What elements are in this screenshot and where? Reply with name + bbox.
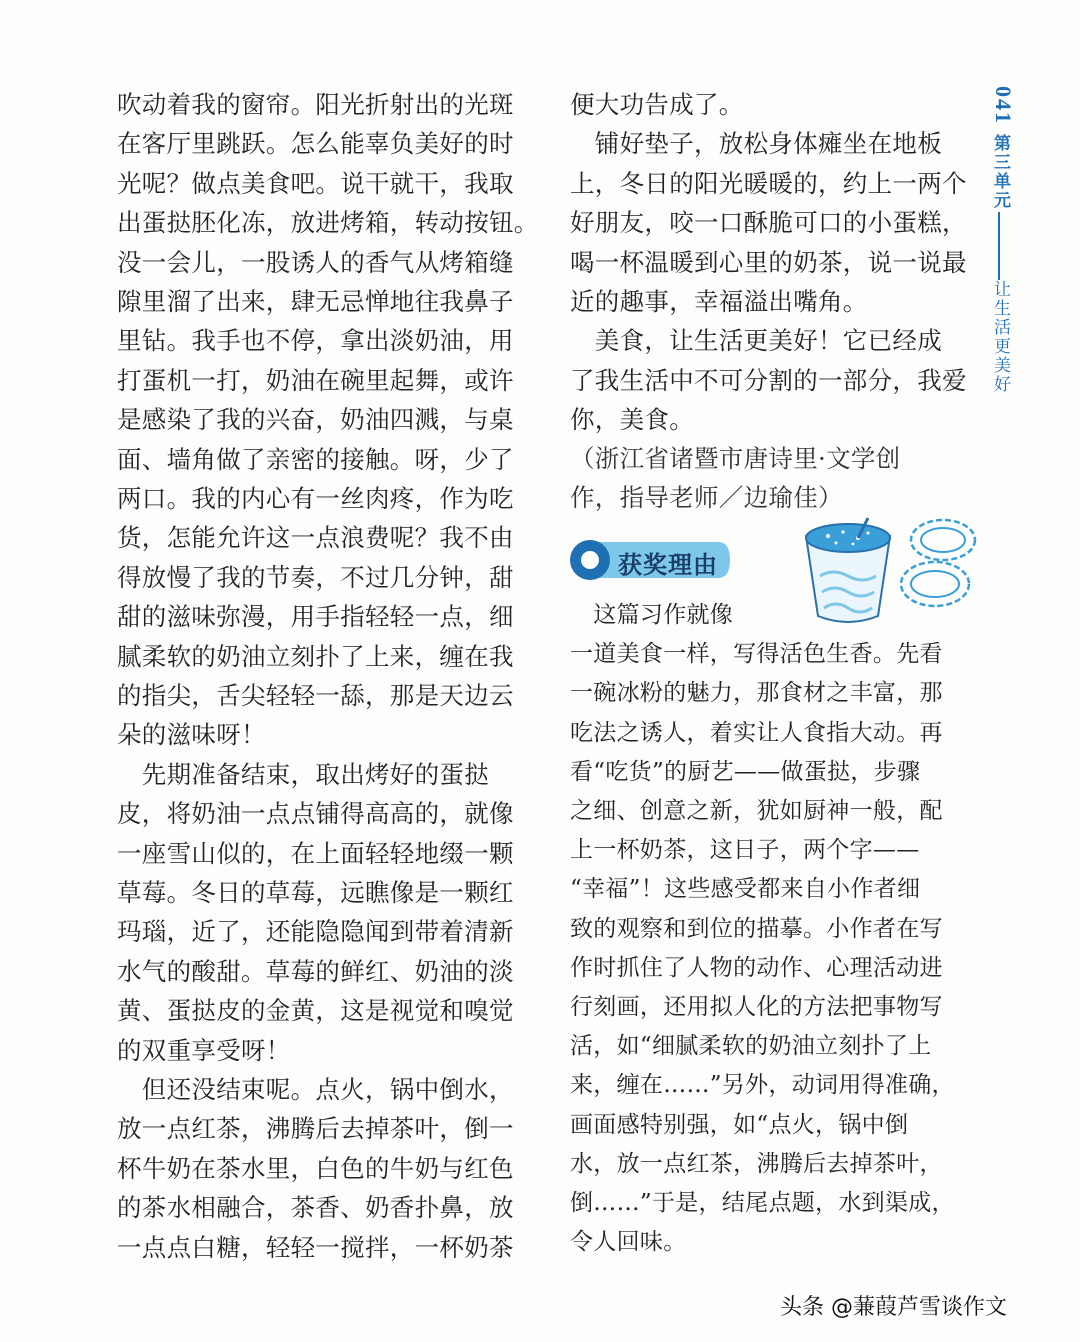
text-line: 草莓。冬日的草莓，远瞧像是一颗红: [117, 878, 514, 907]
footer-watermark: 头条 @蒹葭芦雪谈作文: [780, 1295, 1007, 1320]
text-line: 一道美食一样，写得活色生香。先看: [570, 641, 943, 668]
text-line: 你，美食。: [570, 405, 694, 435]
text-line: 没一会儿，一股诱人的香气从烤箱缝: [117, 247, 514, 277]
text-line: 令人回味。: [570, 1229, 687, 1256]
text-line: “幸福”！这些感受都来自小作者细: [570, 876, 921, 903]
text-line: 好朋友，咬一口酥脆可口的小蛋糕，: [570, 208, 967, 238]
text-line: 水，放一点红茶，沸腾后去掉茶叶，: [570, 1150, 943, 1177]
text-line: 的双重享受呀！: [117, 1035, 291, 1065]
text-line: 玛瑙，近了，还能隐隐闻到带着清新: [117, 917, 514, 947]
text-line: 上一杯奶茶，这日子，两个字——: [570, 837, 920, 864]
dessert-cup-illustration: [798, 516, 898, 628]
text-line: 近的趣事，幸福溢出嘴角。: [570, 287, 868, 316]
text-line: 杯牛奶在茶水里，白色的牛奶与红色: [117, 1153, 514, 1183]
award-title: 获奖理由: [618, 551, 718, 579]
text-line: 吃法之诱人，着实让人食指大动。再: [570, 719, 943, 746]
text-line: 铺好垫子，放松身体瘫坐在地板: [570, 129, 942, 159]
text-line: 光呢？做点美食吧。说干就干，我取: [117, 168, 514, 198]
text-line: 致的观察和到位的描摹。小作者在写: [570, 915, 943, 942]
award-banner: [568, 538, 733, 582]
text-line: 出蛋挞胚化冻，放进烤箱，转动按钮。: [117, 208, 539, 238]
text-line: 得放慢了我的节奏，不过几分钟，甜: [117, 562, 514, 592]
text-line: 隙里溜了出来，肆无忌惮地往我鼻子: [117, 287, 514, 316]
text-line: 腻柔软的奶油立刻扑了上来，缠在我: [117, 641, 514, 671]
text-line: 但还没结束呢。点火，锅中倒水，: [117, 1075, 514, 1104]
text-line: 便大功告成了。: [570, 90, 744, 119]
page-number: 041: [991, 86, 1016, 125]
text-line: 画面感特别强，如“点火，锅中倒: [570, 1111, 909, 1138]
text-line: 上，冬日的阳光暖暖的，约上一两个: [570, 168, 967, 198]
text-line: 美食，让生活更美好！它已经成: [570, 326, 942, 356]
text-line: 倒……”于是，结尾点题，水到渠成，: [570, 1190, 955, 1216]
text-line: 里钻。我手也不停，拿出淡奶油，用: [117, 326, 514, 356]
text-line: 看“吃货”的厨艺——做蛋挞，步骤: [570, 758, 921, 785]
dish-illustration: [895, 512, 979, 612]
text-line: 黄、蛋挞皮的金黄，这是视觉和嗅觉: [117, 996, 514, 1026]
text-line: 是感染了我的兴奋，奶油四溅，与桌: [117, 405, 514, 435]
unit-label: 第三单元: [991, 134, 1010, 210]
text-line: 甜的滋味弥漫，用手指轻轻一点，细: [117, 602, 514, 632]
text-line: （浙江省诸暨市唐诗里·文学创: [570, 444, 901, 473]
text-line: 这篇习作就像: [570, 602, 734, 628]
text-line: 打蛋机一打，奶油在碗里起舞，或许: [117, 365, 514, 395]
text-line: 朵的滋味呀！: [117, 720, 266, 750]
text-line: 一点点白糖，轻轻一搅拌，一杯奶茶: [117, 1232, 514, 1262]
text-line: 皮，将奶油一点点铺得高高的，就像: [117, 799, 514, 829]
text-line: 作时抓住了人物的动作、心理活动进: [570, 954, 943, 981]
text-line: 的茶水相融合，茶香、奶香扑鼻，放: [117, 1193, 514, 1223]
text-line: 水气的酸甜。草莓的鲜红、奶油的淡: [117, 956, 514, 986]
unit-rule: [998, 212, 1000, 280]
text-line: 两口。我的内心有一丝肉疼，作为吃: [117, 484, 514, 513]
text-line: 在客厅里跳跃。怎么能辜负美好的时: [117, 129, 514, 159]
text-line: 一碗冰粉的魅力，那食材之丰富，那: [570, 680, 943, 707]
text-line: 行刻画，还用拟人化的方法把事物写: [570, 994, 943, 1020]
text-line: 之细、创意之新，犹如厨神一般，配: [570, 798, 943, 824]
text-line: 先期准备结束，取出烤好的蛋挞: [117, 759, 489, 789]
text-line: 活，如“细腻柔软的奶油立刻扑了上: [570, 1033, 932, 1060]
text-line: 放一点红茶，沸腾后去掉茶叶，倒一: [117, 1114, 514, 1144]
text-line: 吹动着我的窗帘。阳光折射出的光斑: [117, 90, 514, 119]
text-line: 来，缠在……”另外，动词用得准确，: [570, 1072, 955, 1099]
text-line: 一座雪山似的，在上面轻轻地缀一颗: [117, 838, 514, 868]
theme-label: 让生活更美好: [991, 280, 1010, 394]
text-line: 的指尖，舌尖轻轻一舔，那是天边云: [117, 681, 514, 710]
text-line: 货，怎能允许这一点浪费呢？我不由: [117, 523, 514, 553]
text-line: 面、墙角做了亲密的接触。呀，少了: [117, 444, 514, 474]
text-line: 喝一杯温暖到心里的奶茶，说一说最: [570, 247, 967, 277]
text-line: 了我生活中不可分割的一部分，我爱: [570, 365, 967, 395]
text-line: 作，指导老师／边瑜佳）: [570, 483, 843, 513]
